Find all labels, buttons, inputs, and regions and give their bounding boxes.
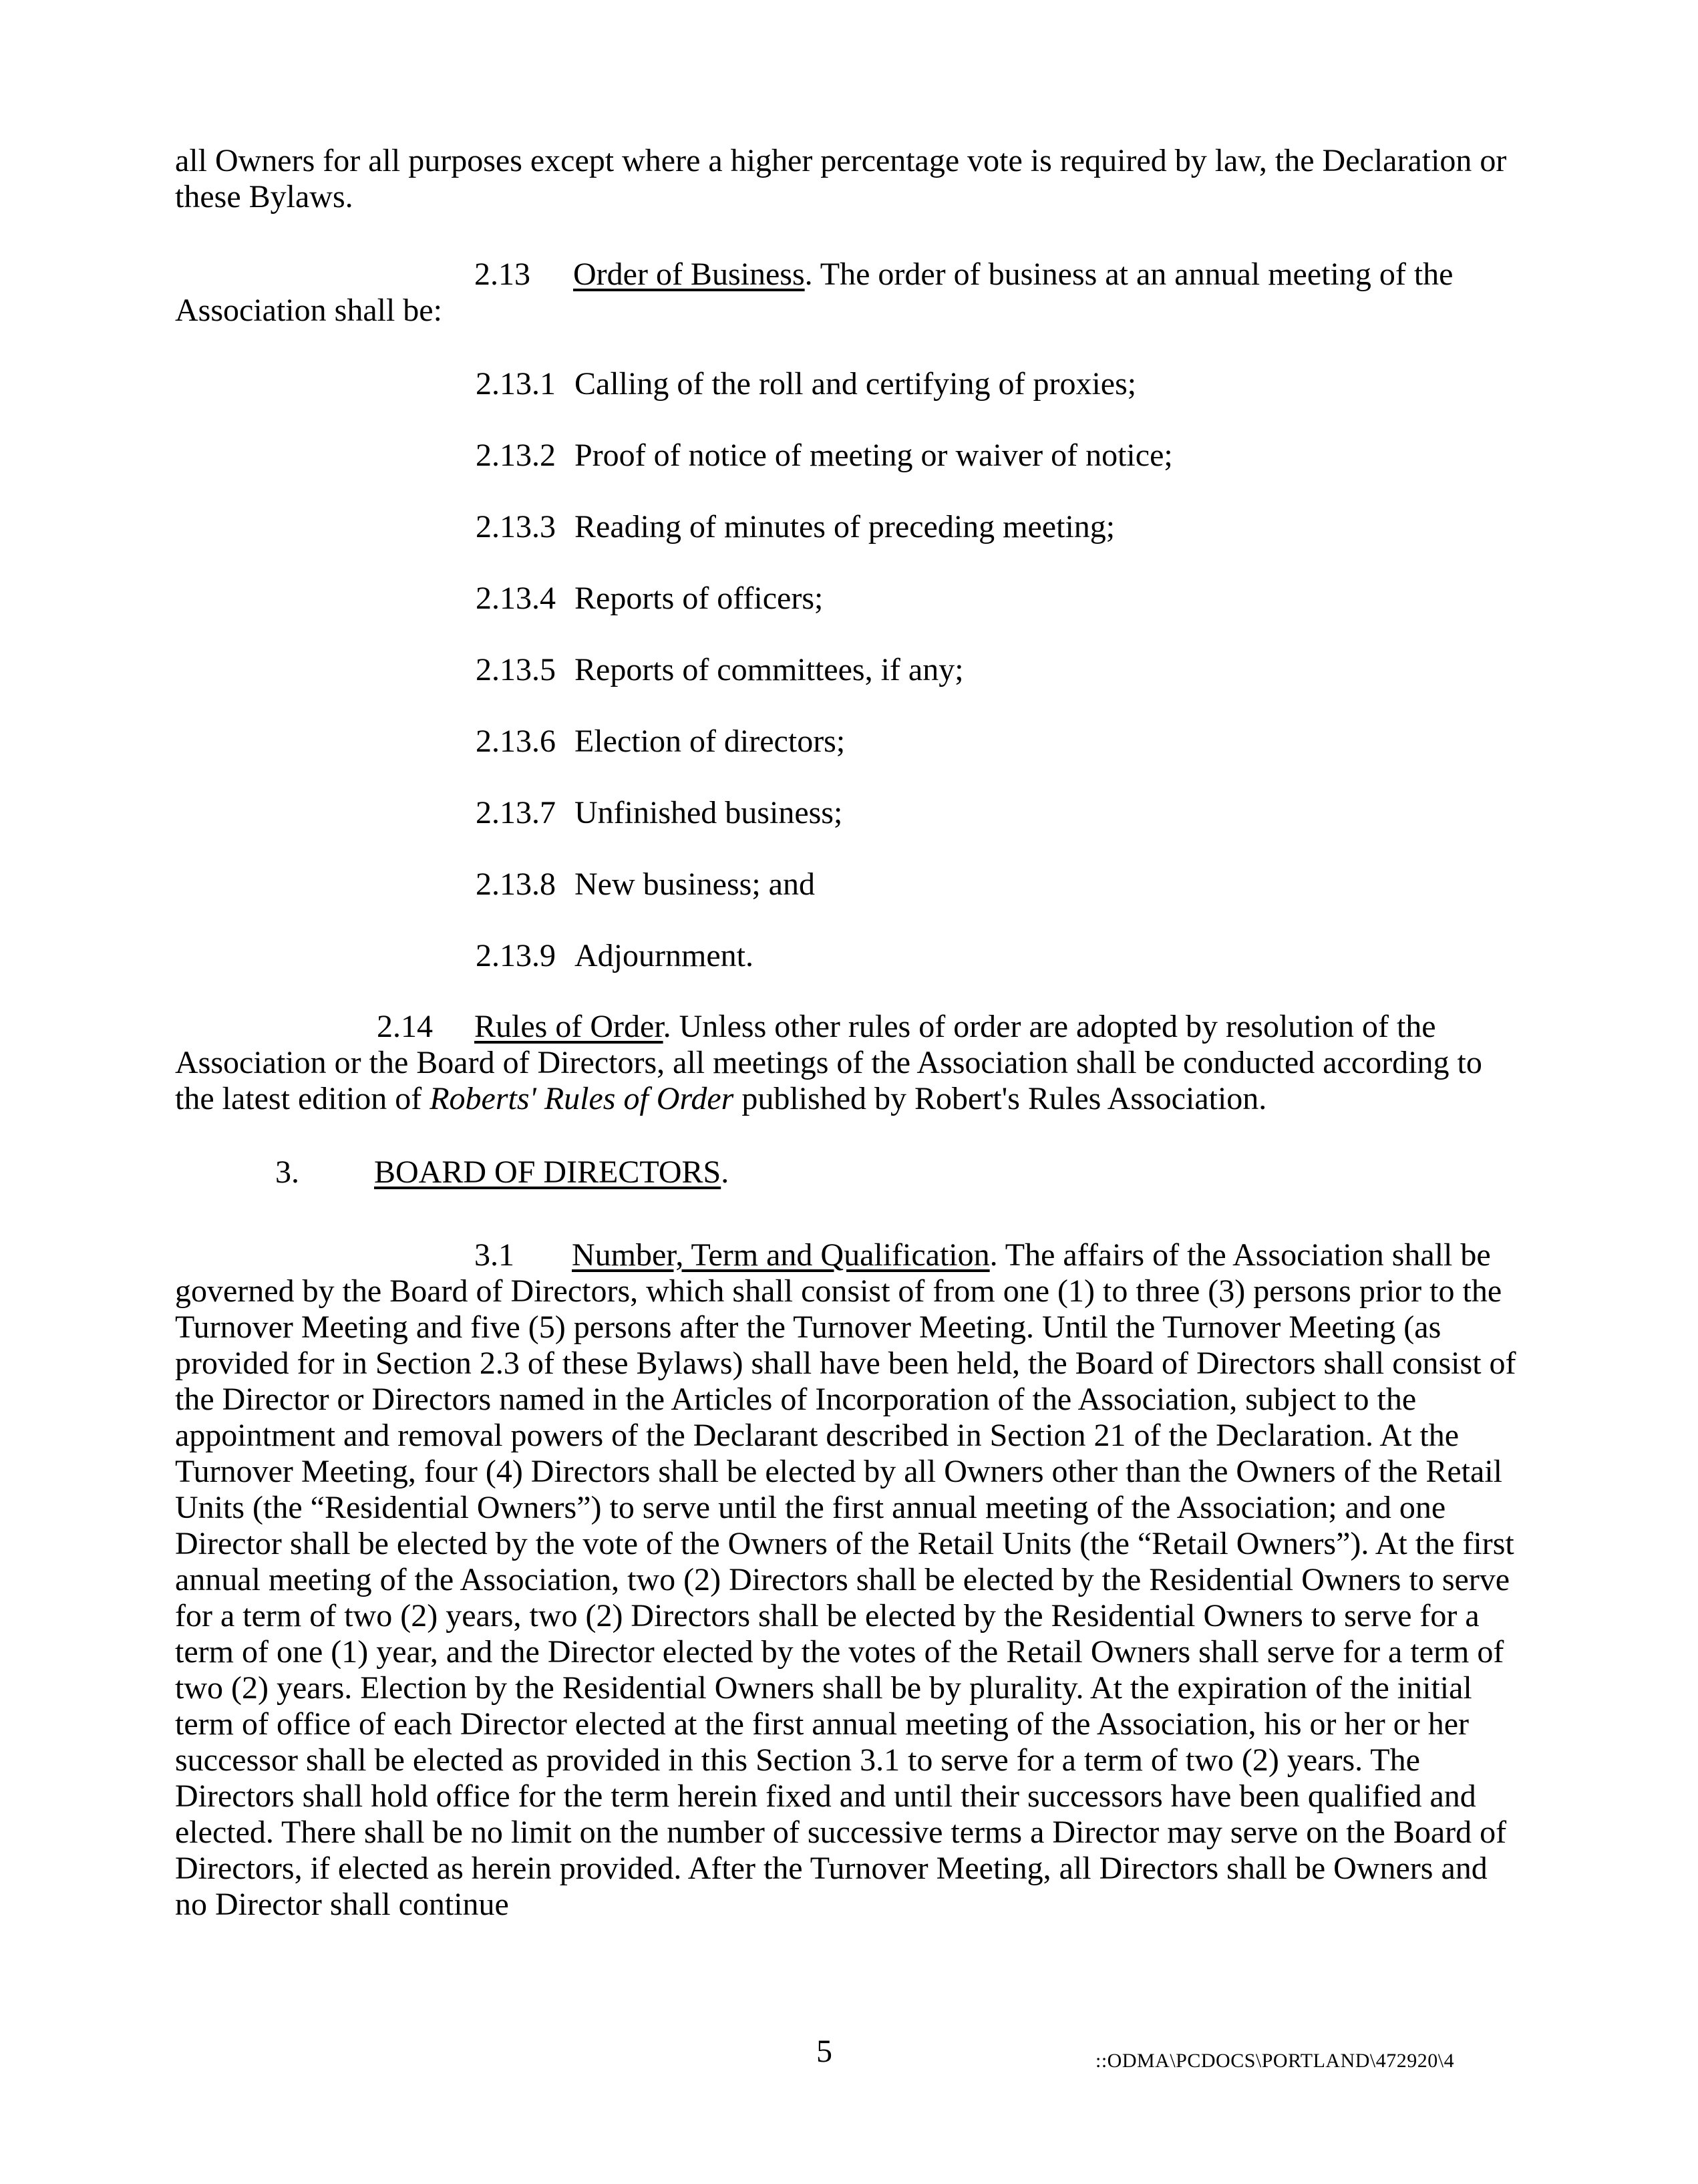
section-2-14-text-b: published by Robert's Rules Association. <box>733 1081 1267 1116</box>
list-item-number: 2.13.5 <box>476 652 556 687</box>
section-2-14-heading: Rules of Order <box>474 1009 663 1044</box>
list-item-number: 2.13.1 <box>476 366 556 402</box>
section-2-14-text-a: . Unless other rules of order are adopted by resolution of the Association or the Board of Directors, all meetings of the Association shall be conducted according to the latest edition of <box>175 1009 1482 1116</box>
list-item-text: Adjournment. <box>574 938 753 973</box>
document-id: ::ODMA\PCDOCS\PORTLAND\472920\4 <box>1095 2050 1455 2072</box>
opening-text: all Owners for all purposes except where a higher percentage vote is required by law, the Declaration or these Bylaws. <box>175 143 1507 214</box>
opening-paragraph <box>175 143 1526 215</box>
section-3-1-paragraph <box>175 1237 1526 1923</box>
list-item-text: Election of directors; <box>574 724 846 759</box>
section-3-title: BOARD OF DIRECTORS <box>374 1154 721 1190</box>
section-2-13-heading: Order of Business <box>573 257 805 292</box>
section-2-13-text: . The order of business at an annual meeting of the Association shall be: <box>175 257 1454 328</box>
section-2-14-paragraph <box>175 1009 1526 1117</box>
list-item <box>476 795 1478 831</box>
section-3-1-heading: Number, Term and Qualification <box>572 1237 990 1273</box>
list-item-text: Reports of officers; <box>574 581 824 616</box>
list-item-number: 2.13.6 <box>476 724 556 759</box>
section-3-1-number: 3.1 <box>474 1237 514 1273</box>
section-3-1-text: . The affairs of the Association shall be governed by the Board of Directors, which shall consist of from one (1) to three (3) persons prior to the Turnover Meeting and five (5) persons after the Turnover Meeting. Until the Turnover Meeting (as provided for in Section 2.3 of these Bylaws) shall have been held, the Board of Directors shall consist of the Director or Directors named in the Articles of Incorporation of the Association, subject to the appointment and removal powers of the Declarant described in Section 21 of the Declaration. At the Turnover Meeting, four (4) Directors shall be elected by all Owners other than the Owners of the Retail Units (the “Residential Owners”) to serve until the first annual meeting of the Association; and one Director shall be elected by the vote of the Owners of the Retail Units (the “Retail Owners”). At the first annual meeting of the Association, two (2) Directors shall be elected by the Residential Owners to serve for a term of two (2) years, two (2) Directors shall be elected by the Residential Owners to serve for a term of one (1) year, and the Director elected by the votes of the Retail Owners shall serve for a term of two (2) years. Election by the Residential Owners shall be by plurality. At the expiration of the initial term of office of each Director elected at the first annual meeting of the Association, his or her or her successor shall be elected as provided in this Section 3.1 to serve for a term of two (2) years. The Directors shall hold office for the term herein fixed and until their successors have been qualified and elected. There shall be no limit on the number of successive terms a Director may serve on the Board of Directors, if elected as herein provided. After the Turnover Meeting, all Directors shall be Owners and no Director shall continue <box>175 1237 1516 1922</box>
section-2-13-paragraph <box>175 257 1526 329</box>
list-item <box>476 581 1478 617</box>
list-item-text: New business; and <box>574 867 815 902</box>
list-item-number: 2.13.7 <box>476 795 556 830</box>
section-3-trail: . <box>721 1154 729 1190</box>
list-item-number: 2.13.2 <box>476 438 556 473</box>
list-item-text: Proof of notice of meeting or waiver of notice; <box>574 438 1173 473</box>
list-item-text: Unfinished business; <box>574 795 843 830</box>
list-item-number: 2.13.4 <box>476 581 556 616</box>
list-item <box>476 867 1478 903</box>
list-item-text: Reports of committees, if any; <box>574 652 964 687</box>
section-2-14-italic-title: Roberts' Rules of Order <box>430 1081 734 1116</box>
list-item-text: Reading of minutes of preceding meeting; <box>574 509 1116 544</box>
section-3-number: 3. <box>275 1154 299 1190</box>
list-item-number: 2.13.8 <box>476 867 556 902</box>
list-item <box>476 438 1478 474</box>
list-item-number: 2.13.3 <box>476 509 556 544</box>
list-item <box>476 366 1478 402</box>
section-2-14-number: 2.14 <box>377 1009 433 1044</box>
list-item <box>476 724 1478 760</box>
list-item-number: 2.13.9 <box>476 938 556 973</box>
section-3-heading <box>275 1154 729 1191</box>
list-item <box>476 938 1478 974</box>
list-item <box>476 509 1478 545</box>
section-2-13-number: 2.13 <box>474 257 530 292</box>
page-number: 5 <box>816 2034 832 2069</box>
list-item-text: Calling of the roll and certifying of proxies; <box>574 366 1137 402</box>
list-item <box>476 652 1478 688</box>
